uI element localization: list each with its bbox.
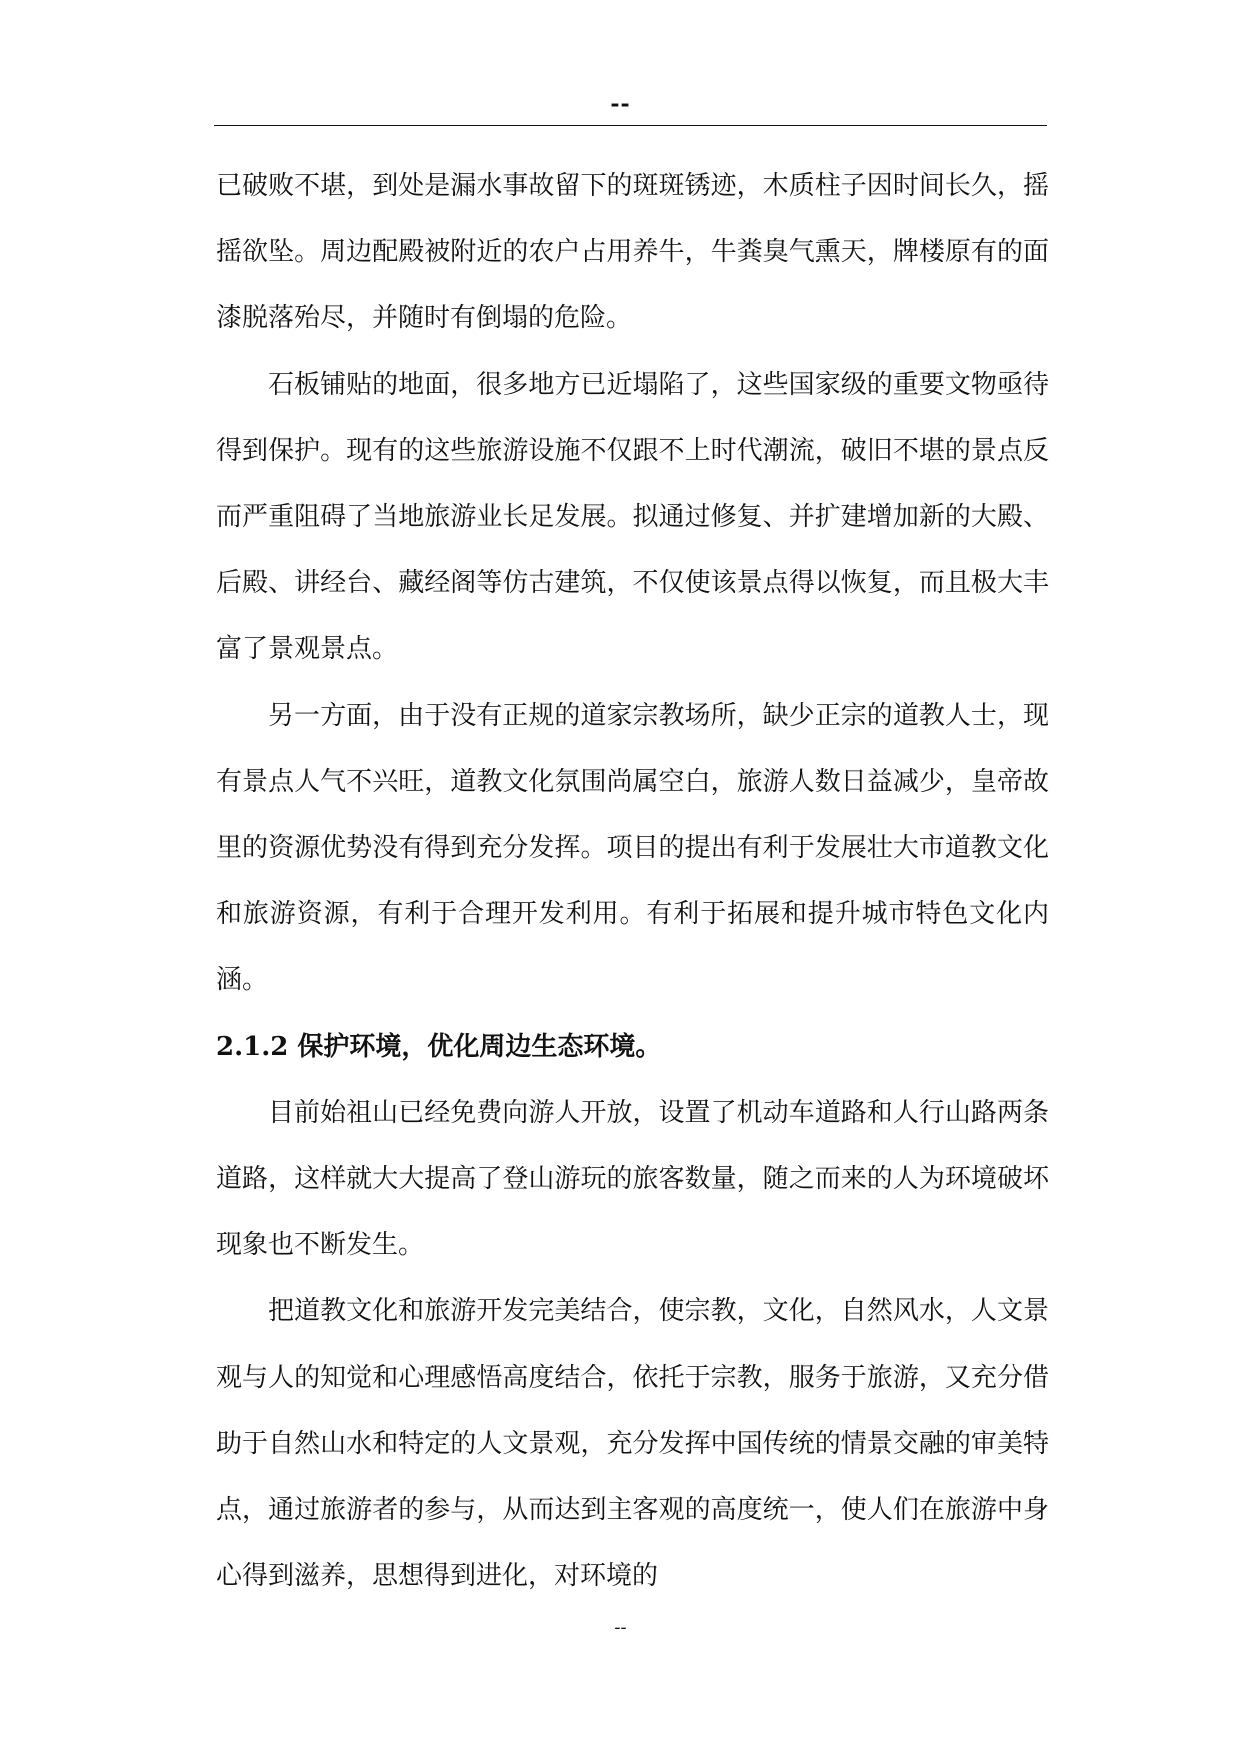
footer-mark: -- bbox=[614, 1617, 627, 1638]
body-text bbox=[216, 153, 1049, 1609]
paragraph-tourism-integration: 把道教文化和旅游开发完美结合，使宗教，文化，自然风水，人文景观与人的知觉和心理感悟高度结合，依托于宗教，服务于旅游，又充分借助于自然山水和特定的人文景观，充分发挥中国传统的情景交融的审美特点，通过旅游者的参与，从而达到主客观的高度统一，使人们在旅游中身心得到滋养，思想得到进化，对环境的 bbox=[216, 1296, 1049, 1592]
paragraph-continuation: 已破败不堪，到处是漏水事故留下的斑斑锈迹，木质柱子因时间长久，摇摇欲坠。周边配殿被附近的农户占用养牛，牛粪臭气熏天，牌楼原有的面漆脱落殆尽，并随时有倒塌的危险。 bbox=[216, 171, 1049, 334]
paragraph-stone-floor: 石板铺贴的地面，很多地方已近塌陷了，这些国家级的重要文物亟待得到保护。现有的这些旅游设施不仅跟不上时代潮流，破旧不堪的景点反而严重阻碍了当地旅游业长足发展。拟通过修复、并扩建增加新的大殿、后殿、讲经台、藏经阁等仿古建筑，不仅使该景点得以恢复，而且极大丰富了景观景点。 bbox=[216, 369, 1049, 665]
paragraph-mountain-access: 目前始祖山已经免费向游人开放，设置了机动车道路和人行山路两条道路，这样就大大提高了登山游玩的旅客数量，随之而来的人为环境破坏现象也不断发生。 bbox=[216, 1097, 1049, 1261]
header-mark: -- bbox=[610, 91, 631, 117]
section-heading: 2.1.2 保护环境，优化周边生态环境。 bbox=[216, 1031, 662, 1062]
header-rule bbox=[214, 125, 1047, 126]
paragraph-taoist-culture: 另一方面，由于没有正规的道家宗教场所，缺少正宗的道教人士，现有景点人气不兴旺，道教文化氛围尚属空白，旅游人数日益减少，皇帝故里的资源优势没有得到充分发挥。项目的提出有利于发展壮大市道教文化和旅游资源，有利于合理开发利用。有利于拓展和提升城市特色文化内涵。 bbox=[216, 700, 1049, 996]
